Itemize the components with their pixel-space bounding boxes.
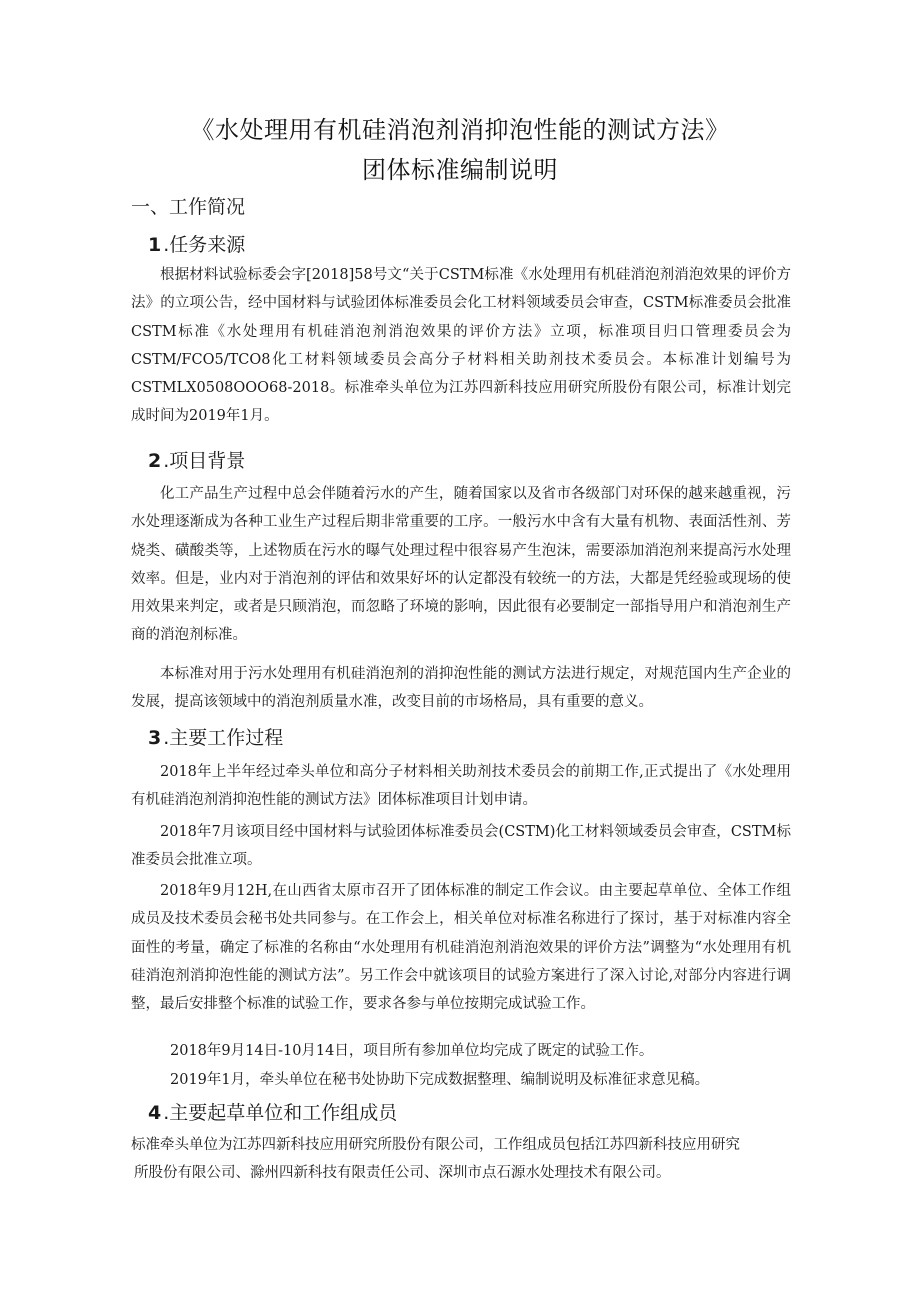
paragraph-process-1: 2018年上半年经过牵头单位和高分子材料相关助剂技术委员会的前期工作,正式提出了《水处理用有机硅消泡剂消抑泡性能的测试方法》团体标准项目计划申请。: [131, 764, 791, 809]
subsection-heading-project-background: [148, 446, 245, 473]
paragraph-drafting-units-line-1: 标准牵头单位为江苏四新科技应用研究所股份有限公司，工作组成员包括江苏四新科技应用研究: [131, 1137, 740, 1153]
paragraph-drafting-units-line-2: 所股份有限公司、滁州四新科技有限责任公司、深圳市点石源水处理技术有限公司。: [134, 1165, 671, 1181]
subsection-heading-drafting-units: [148, 1098, 397, 1125]
subsection-number: 1: [148, 234, 162, 256]
subsection-heading-work-process: [148, 723, 283, 750]
paragraph-process-5: 2019年1月，牵头单位在秘书处协助下完成数据整理、编制说明及标准征求意见稿。: [170, 1072, 710, 1088]
subsection-heading-task-source: [148, 230, 245, 257]
paragraph-process-3: 2018年9月12H,在山西省太原市召开了团体标准的制定工作会议。由主要起草单位、全体工作组成员及技术委员会秘书处共同参与。在工作会上，相关单位对标准名称进行了探讨，基于对标准内容全面性的考量，确定了标准的名称由“水处理用有机硅消泡剂消泡效果的评价方法”调整为“水处理用有机硅消泡剂消抑泡性能的测试方法”。另工作会中就该项目的试验方案进行了深入讨论,对部分内容进行调整，最后安排整个标准的试验工作，要求各参与单位按期完成试验工作。: [131, 883, 791, 1013]
paragraph-process-2: 2018年7月该项目经中国材料与试验团体标准委员会(CSTM)化工材料领域委员会审查，CSTM标准委员会批准立项。: [131, 824, 791, 869]
subsection-label: .项目背景: [163, 450, 246, 472]
subsection-number: 2: [148, 450, 162, 472]
subsection-number: 4: [148, 1102, 162, 1124]
paragraph-background-1: 化工产品生产过程中总会伴随着污水的产生，随着国家以及省市各级部门对环保的越来越重视，污水处理逐渐成为各种工业生产过程后期非常重要的工序。一般污水中含有大量有机物、表面活性剂、芳烧类、磺酸类等，上述物质在污水的曝气处理过程中很容易产生泡沫，需要添加消泡剂来提高污水处理效率。但是，业内对于消泡剂的评估和效果好坏的认定都没有较统一的方法，大都是凭经验或现场的使用效果来判定，或者是只顾消泡，而忽略了环境的影响，因此很有必要制定一部指导用户和消泡剂生产商的消泡剂标准。: [131, 486, 791, 644]
subsection-label: .主要工作过程: [163, 727, 284, 749]
paragraph-background-2: 本标准对用于污水处理用有机硅消泡剂的消抑泡性能的测试方法进行规定，对规范国内生产企业的发展，提高该领域中的消泡剂质量水准，改变目前的市场格局，具有重要的意义。: [131, 666, 791, 711]
subsection-label: .主要起草单位和工作组成员: [163, 1102, 398, 1124]
paragraph-task-source: 根据材料试验标委会字[2018]58号文“关于CSTM标准《水处理用有机硅消泡剂消泡效果的评价方法》的立项公告，经中国材料与试验团体标准委员会化工材料领域委员会审查，CSTM标准委员会批准CSTM标准《水处理用有机硅消泡剂消泡效果的评价方法》立项，标准项目归口管理委员会为CSTM/FCO5/TCO8化工材料领域委员会高分子材料相关助剂技术委员会。本标准计划编号为CSTMLX0508OOO68-2018。标准牵头单位为江苏四新科技应用研究所股份有限公司，标准计划完成时间为2019年1月。: [131, 267, 791, 425]
document-title: 《水处理用有机硅消泡剂消抑泡性能的测试方法》: [190, 116, 730, 144]
subsection-label: .任务来源: [163, 234, 246, 256]
section-heading-work-overview: 一、工作简况: [131, 196, 246, 218]
document-subtitle: 团体标准编制说明: [362, 156, 558, 184]
paragraph-process-4: 2018年9月14日-10月14日，项目所有参加单位均完成了既定的试验工作。: [170, 1043, 654, 1059]
subsection-number: 3: [148, 727, 162, 749]
